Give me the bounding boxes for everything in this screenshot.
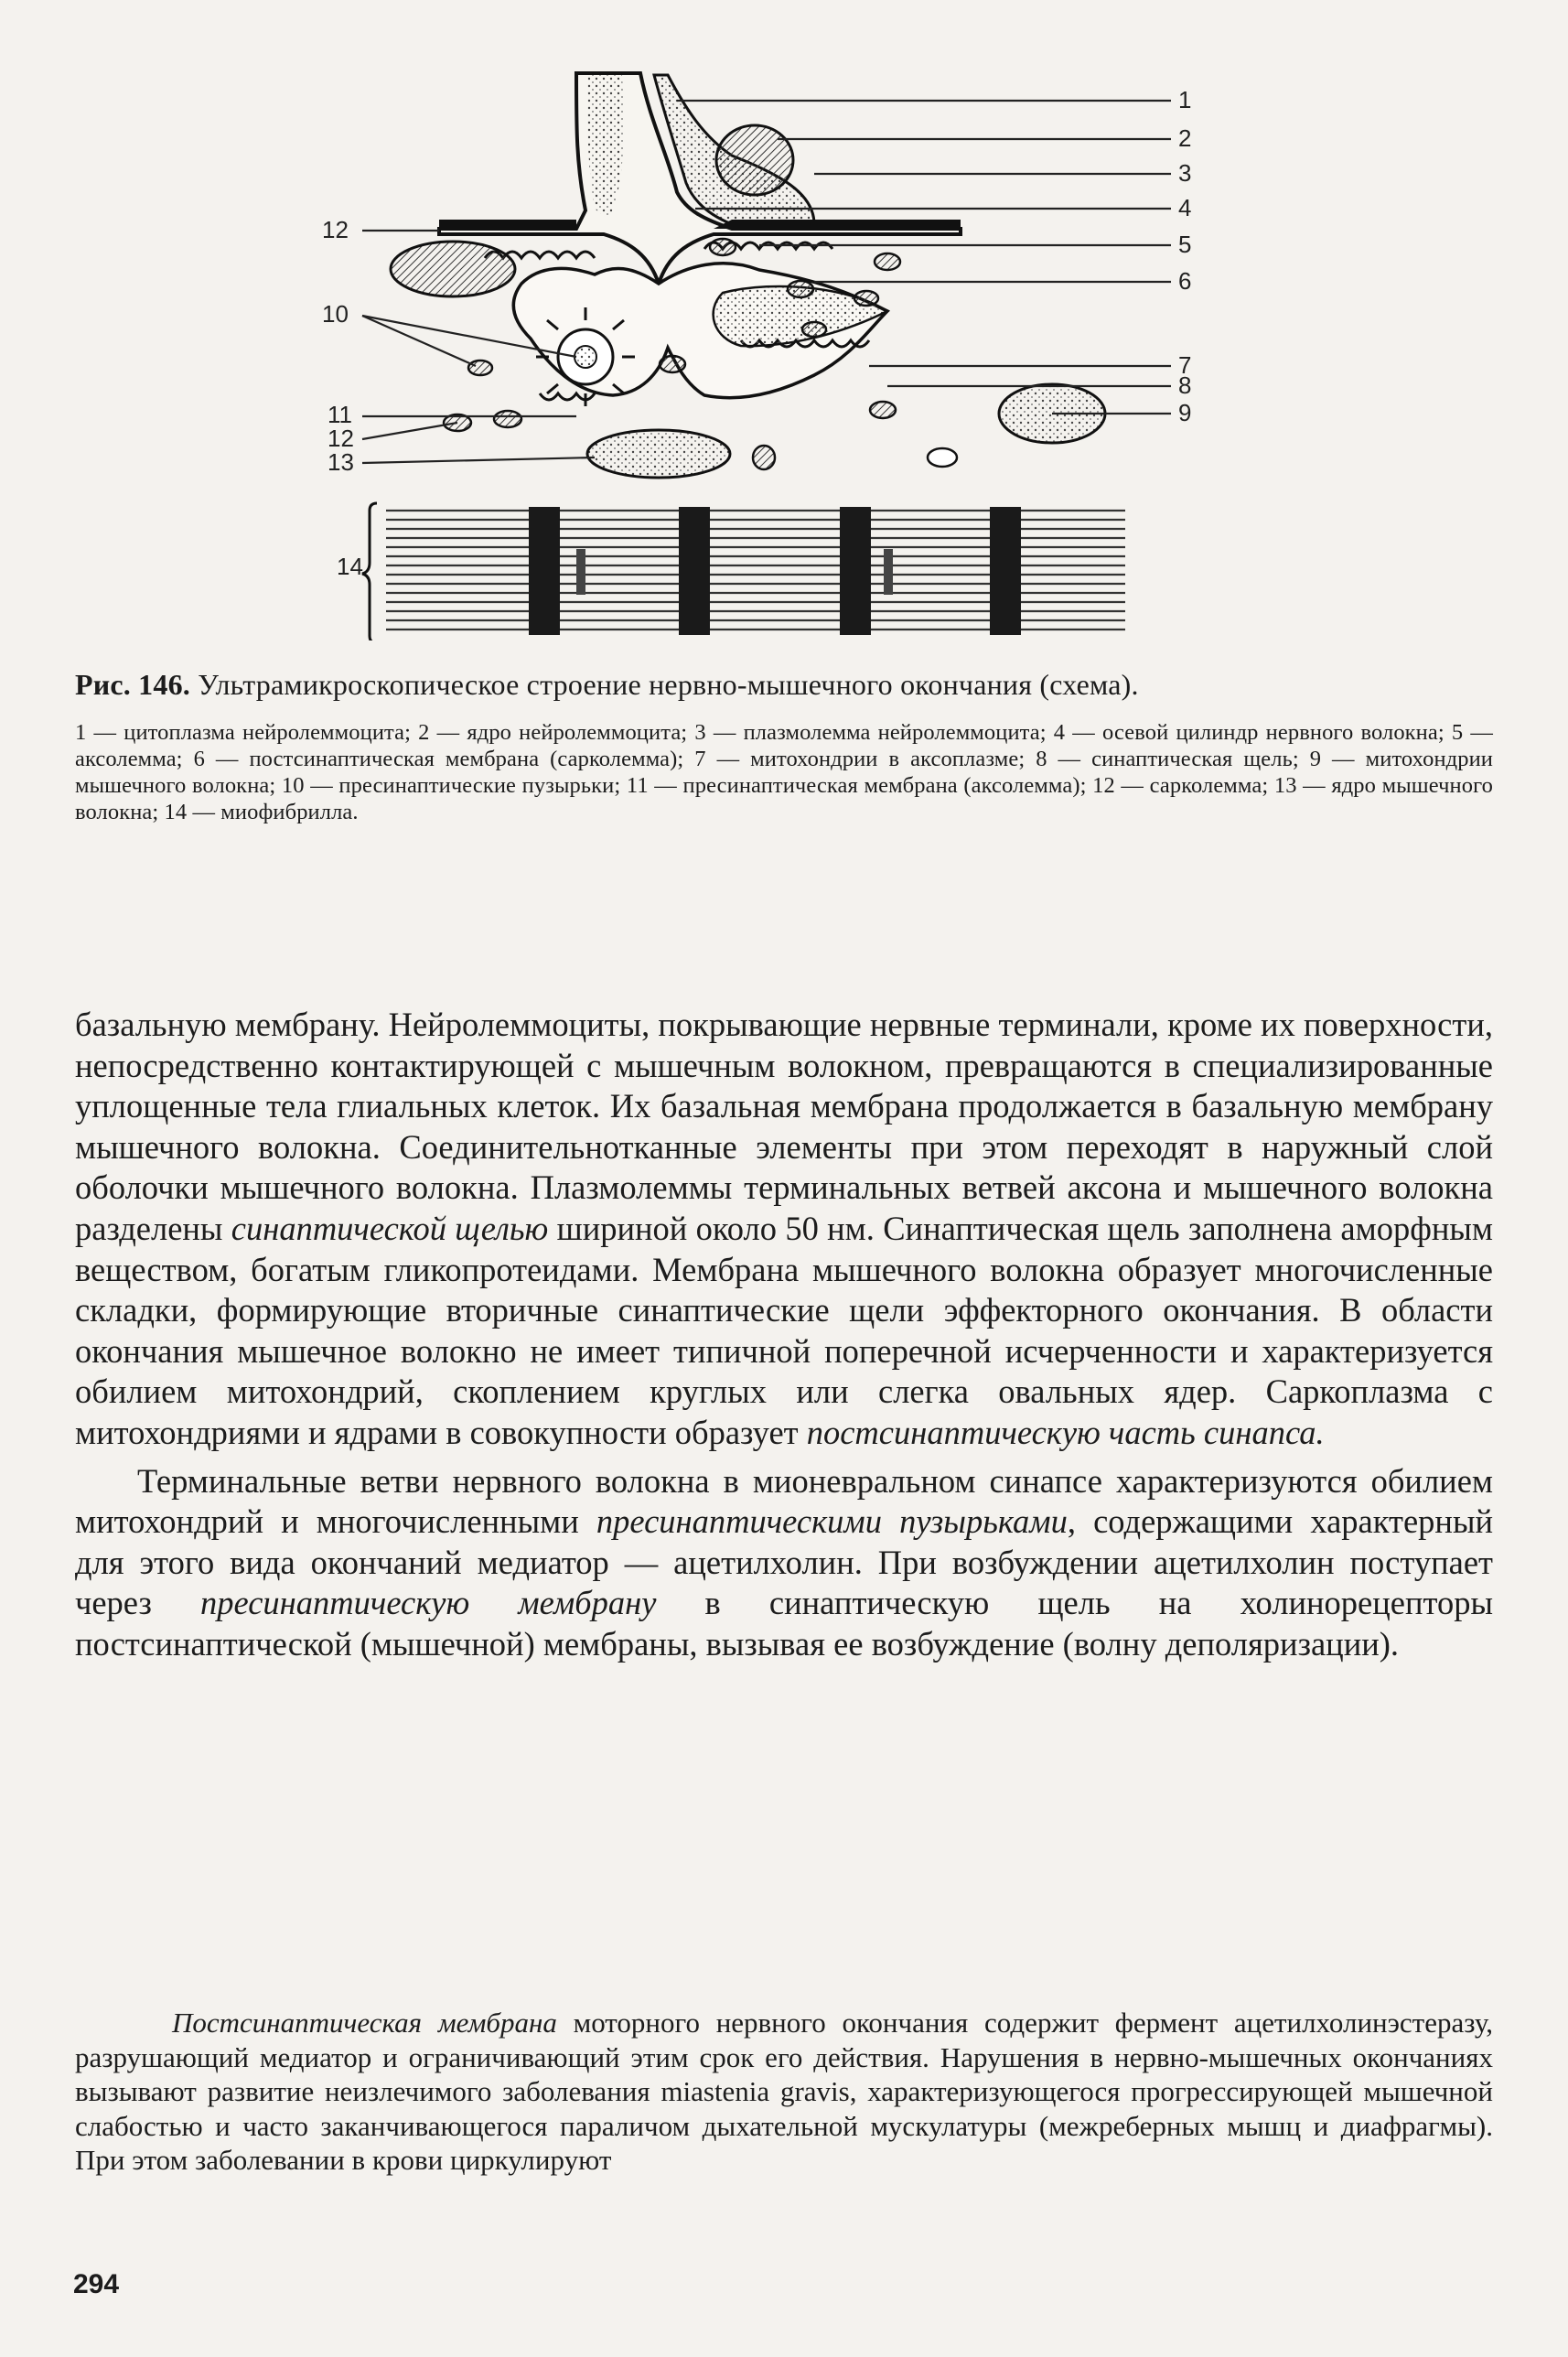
label-3: 3 — [1178, 159, 1192, 187]
figure-number: Рис. 146. — [75, 668, 190, 701]
muscle-nucleus — [391, 242, 515, 296]
label-6: 6 — [1178, 267, 1192, 295]
caption-title: Ультрамикроскопическое строение нервно-мышечного окончания (схема). — [198, 668, 1139, 701]
caption-legend: 1 — цитоплазма нейролеммоцита; 2 — ядро нейролеммоцита; 3 — плазмолемма нейролеммоцита; 4 — осевой цилиндр нервного волокна; 5 — аксолемма; 6 — постсинаптическая мембрана (сарколемма); 7 — митохондрии в аксоплазме; 8 — синаптическая щель; 9 — митохондрии мышечного волокна; 10 — пресинаптические пузырьки; 11 — пресинаптическая мембрана (аксолемма); 12 — сарколемма; 13 — ядро мышечного волокна; 14 — миофибрилла. — [75, 720, 1493, 824]
page-number: 294 — [73, 2269, 120, 2299]
p2-text-a: Терминальные ветви нервного волокна в мионевральном синапсе характеризуются обилием митохондрий и многочисленными — [75, 1461, 1493, 1541]
synaptic-region — [485, 242, 887, 400]
schematic-diagram — [302, 55, 1262, 640]
main-text — [75, 1005, 1493, 1665]
p2-text-b: , содержащими характерный для этого вида окончаний медиатор — ацетилхолин. При возбуждении ацетилхолин поступает через — [75, 1502, 1493, 1622]
label-10: 10 — [322, 300, 349, 328]
figure-neuromuscular-ending — [302, 55, 1262, 640]
label-1: 1 — [1178, 86, 1192, 113]
label-2: 2 — [1178, 124, 1192, 152]
label-13: 13 — [328, 448, 354, 476]
p2-text-c: в синаптическую щель на холинорецепторы постсинаптической (мышечной) мембраны, вызывая ее возбуждение (волну деполяризации). — [75, 1584, 1493, 1663]
label-4: 4 — [1178, 194, 1192, 221]
p1-text-b: шириной около 50 нм. Синаптическая щель заполнена аморфным веществом, богатым гликопротеидами. Мембрана мышечного волокна образует многочисленные складки, формирующие вторичные синаптические щели эффекторного окончания. В области окончания мышечное волокно не имеет типичной поперечной исчерченности и характеризуется обилием митохондрий, скоплением круглых или слегка овальных ядер. Саркоплазма с митохондриями и ядрами в совокупности образует — [75, 1209, 1494, 1451]
term-presynaptic-membrane: пресинаптическую мембрану — [200, 1584, 657, 1622]
myofibril — [362, 503, 1125, 640]
paragraph-3 — [75, 2006, 1493, 2178]
term-synaptic-cleft: синаптической щелью — [231, 1209, 549, 1247]
p1-text-a: базальную мембрану. Нейролеммоциты, покрывающие нервные терминали, кроме их поверхности, непосредственно контактирующей с мышечным волокном, превращаются в специализированные уплощенные тела глиальных клеток. Их базальная мембрана продолжается в базальную мембрану мышечного волокна. Соединительнотканные элементы при этом переходят в наружный слой оболочки мышечного волокна. Плазмолеммы терминальных ветвей аксона и мышечного волокна разделены — [75, 1006, 1493, 1247]
label-5: 5 — [1178, 231, 1192, 258]
figure-caption — [75, 666, 1493, 825]
term-postsynaptic-membrane: Постсинаптическая мембрана — [172, 2007, 557, 2039]
muscle-nucleus — [587, 430, 730, 478]
label-9: 9 — [1178, 399, 1192, 426]
caption-title-line — [75, 666, 1493, 703]
paragraph-1 — [75, 1005, 1493, 1454]
label-12-top: 12 — [322, 216, 349, 243]
label-8: 8 — [1178, 371, 1192, 399]
label-11: 11 — [328, 401, 352, 428]
label-14: 14 — [337, 553, 363, 580]
label-12-bottom: 12 — [328, 425, 354, 452]
p3-text: моторного нервного окончания содержит фермент ацетилхолинэстеразу, разрушающий медиатор и ограничивающий этим срок его действия. Нарушения в нервно-мышечных окончаниях вызывают развитие неизлечимого заболевания miastenia gravis, характеризующегося прогрессирующей мышечной слабостью и часто заканчивающегося параличом дыхательной мускулатуры (межреберных мышц и диафрагмы). При этом заболевании в крови циркулируют — [75, 2007, 1493, 2176]
paragraph-2 — [75, 1461, 1493, 1665]
small-print-text — [75, 2006, 1493, 2178]
term-presynaptic-vesicles: пресинаптическими пузырьками — [596, 1502, 1068, 1541]
term-postsynaptic-part: постсинаптическую часть синапса. — [806, 1413, 1325, 1451]
label-7: 7 — [1178, 351, 1192, 379]
